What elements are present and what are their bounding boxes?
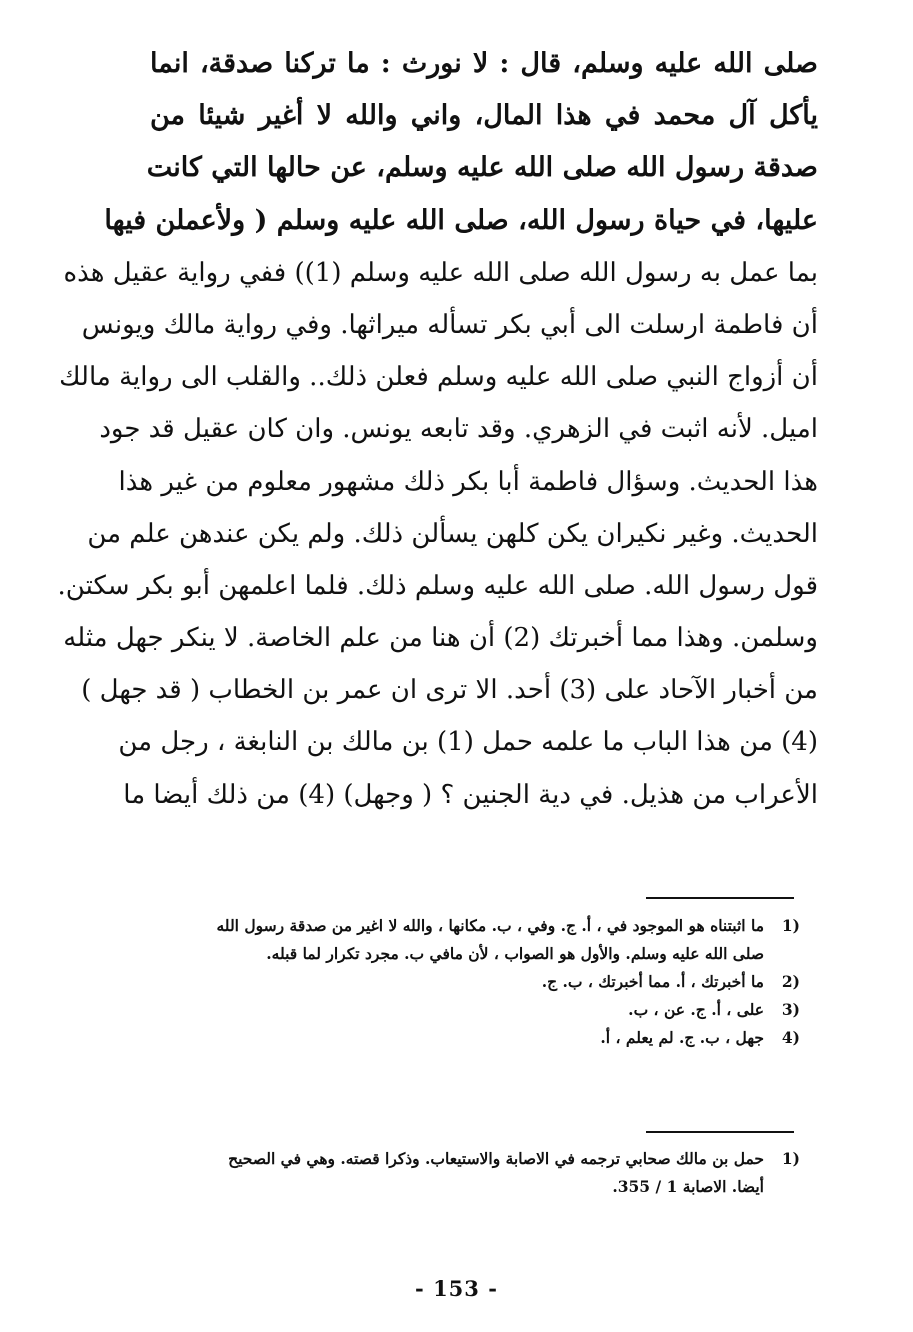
footnotes-biographical <box>140 1145 800 1201</box>
footnote-number: 2) <box>781 972 800 991</box>
footnote-line: صلى الله عليه وسلم. والأول هو الصواب ، لأن مافي ب. مجرد تكرار لما قبله. <box>266 944 764 963</box>
footnote-line: ما اثبتناه هو الموجود في ، أ. ج. وفي ، ب. مكانها ، والله لا اغير من صدقة رسول الله <box>216 916 764 935</box>
footnote-line: ما أخبرتك ، أ. مما أخبرتك ، ب. ج. <box>541 972 764 991</box>
footnote-number: 1) <box>781 1149 800 1168</box>
footnote-line: حمل بن مالك صحابي ترجمه في الاصابة والاستيعاب. وذكرا قصته. وهي في الصحيح <box>228 1149 764 1168</box>
footnote-line: على ، أ. ج. عن ، ب. <box>628 1000 764 1019</box>
text-line: (4) من هذا الباب ما علمه حمل (1) بن مالك بن النابغة ، رجل من <box>118 727 818 758</box>
text-line: هذا الحديث. وسؤال فاطمة أبا بكر ذلك مشهور معلوم من غير هذا <box>118 466 818 497</box>
footnote-text <box>140 968 764 996</box>
main-text <box>57 38 818 821</box>
text-line: الحديث. وغير نكيران يكن كلهن يسألن ذلك. ولم يكن عندهن علم من <box>87 518 818 549</box>
footnote-line: جهل ، ب. ج. لم يعلم ، أ. <box>600 1028 764 1047</box>
footnote <box>140 912 800 968</box>
footnote <box>140 1145 800 1201</box>
footnote-number: 3) <box>781 1000 800 1019</box>
footnote-line: أيضا. الاصابة 1 / 355. <box>612 1177 764 1196</box>
text-line: أن أزواج النبي صلى الله عليه وسلم فعلن ذلك.. والقلب الى رواية مالك <box>59 362 818 393</box>
text-line: عليها، في حياة رسول الله، صلى الله عليه وسلم ( ولأعملن فيها <box>104 204 818 236</box>
text-line: أن فاطمة ارسلت الى أبي بكر تسأله ميراثها. وفي رواية مالك ويونس <box>81 309 818 340</box>
footnote-text <box>140 912 764 968</box>
footnote <box>140 968 800 996</box>
text-line: قول رسول الله. صلى الله عليه وسلم ذلك. فلما اعلمهن أبو بكر سكتن. <box>57 570 818 601</box>
page-number: - 153 - <box>415 1276 498 1301</box>
footnote-number: 1) <box>781 916 800 935</box>
text-line: صدقة رسول الله صلى الله عليه وسلم، عن حالها التي كانت <box>146 152 818 184</box>
text-line: صلى الله عليه وسلم، قال : لا نورث : ما تركنا صدقة، انما <box>150 48 818 79</box>
footnote-text <box>140 1024 764 1052</box>
footnote-divider <box>646 897 794 899</box>
footnote <box>140 1024 800 1052</box>
footnote-divider <box>646 1131 794 1133</box>
text-line: بما عمل به رسول الله صلى الله عليه وسلم (1)) ففي رواية عقيل هذه <box>63 257 818 288</box>
footnote-number: 4) <box>781 1028 800 1047</box>
footnotes-variant-readings <box>140 912 800 1052</box>
text-line: وسلمن. وهذا مما أخبرتك (2) أن هنا من علم الخاصة. لا ينكر جهل مثله <box>63 623 818 654</box>
footnote-text <box>140 1145 764 1201</box>
footnote-text <box>140 996 764 1024</box>
footnote <box>140 996 800 1024</box>
text-line: اميل. لأنه اثبت في الزهري. وقد تابعه يونس. وان كان عقيل قد جود <box>99 414 818 445</box>
text-line: يأكل آل محمد في هذا المال، واني والله لا أغير شيئا من <box>150 100 818 132</box>
text-line: الأعراب من هذيل. في دية الجنين ؟ ( وجهل) (4) من ذلك أيضا ما <box>123 779 818 810</box>
text-line: من أخبار الآحاد على (3) أحد. الا ترى ان عمر بن الخطاب ( قد جهل ) <box>81 675 818 706</box>
